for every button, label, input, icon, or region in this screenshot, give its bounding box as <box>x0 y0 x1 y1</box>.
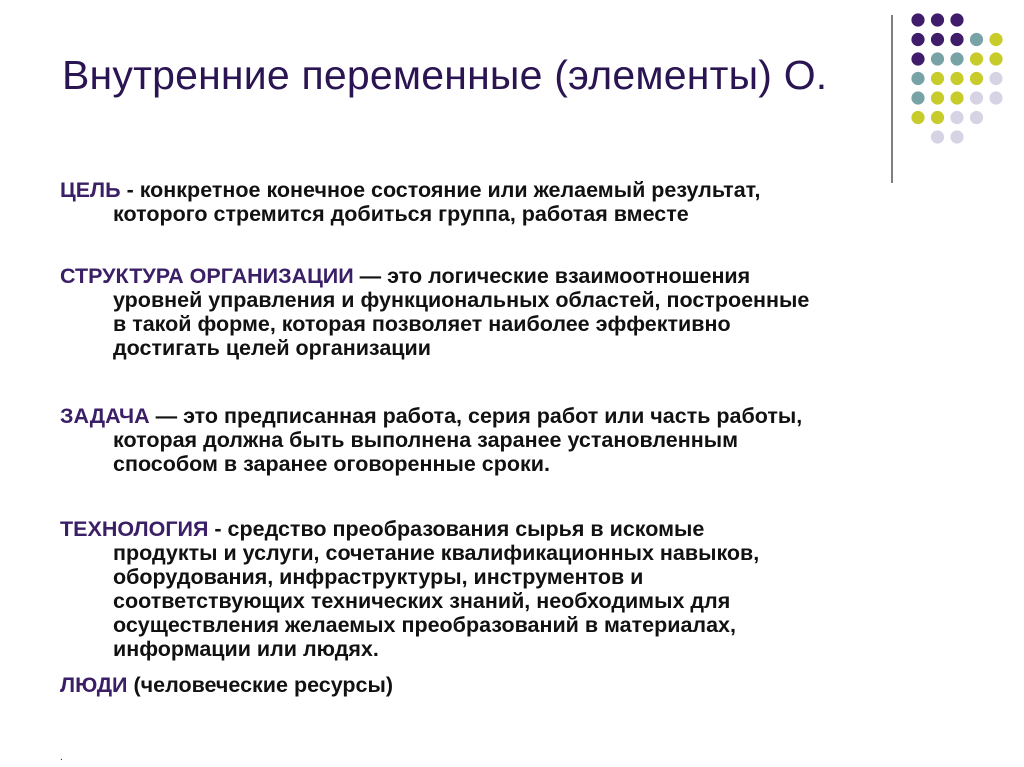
definition-term: ЦЕЛЬ <box>60 178 121 202</box>
definition-term: ЛЮДИ <box>60 673 128 697</box>
decorative-dot <box>911 111 924 124</box>
definition-goal <box>60 178 761 226</box>
decorative-dot <box>970 72 983 85</box>
definition-task <box>60 404 802 476</box>
definition-text: - конкретное конечное состояние или желаемый результат, <box>120 178 761 202</box>
footnote-mark: . <box>60 752 63 763</box>
decorative-dot <box>970 52 983 65</box>
decorative-dot <box>950 52 963 65</box>
decorative-dot <box>931 130 944 143</box>
decorative-dot <box>911 72 924 85</box>
decorative-dot-grid <box>0 0 1024 200</box>
decorative-dot <box>970 91 983 104</box>
definition-text: - средство преобразования сырья в искомые <box>208 517 705 541</box>
decorative-dot <box>931 72 944 85</box>
decorative-dot <box>950 13 963 26</box>
decorative-dot <box>989 33 1002 46</box>
definition-term: СТРУКТУРА ОРГАНИЗАЦИИ <box>60 264 354 288</box>
definition-term: ТЕХНОЛОГИЯ <box>60 517 209 541</box>
title-divider-line <box>891 15 893 183</box>
definition-text: соответствующих технических знаний, необходимых для <box>113 589 731 613</box>
decorative-dot <box>950 130 963 143</box>
decorative-dot <box>989 72 1002 85</box>
decorative-dot <box>950 72 963 85</box>
definition-text: оборудования, инфраструктуры, инструментов и <box>113 565 644 589</box>
definition-technology <box>60 517 759 661</box>
definition-text: осуществления желаемых преобразований в материалах, <box>113 613 736 637</box>
definition-text: способом в заранее оговоренные сроки. <box>113 452 550 476</box>
definition-text: уровней управления и функциональных областей, построенные <box>113 288 810 312</box>
definition-text: — это логические взаимоотношения <box>353 264 751 288</box>
decorative-dot <box>911 13 924 26</box>
definition-text: которого стремится добиться группа, работая вместе <box>113 202 689 226</box>
definition-text: в такой форме, которая позволяет наиболее эффективно <box>113 312 731 336</box>
definition-people <box>60 673 393 697</box>
definition-text: информации или людях. <box>113 637 379 661</box>
definition-text: продукты и услуги, сочетание квалификационных навыков, <box>113 541 760 565</box>
definition-term: ЗАДАЧА <box>60 404 150 428</box>
decorative-dot <box>989 52 1002 65</box>
definition-org-structure <box>60 264 809 360</box>
decorative-dot <box>970 111 983 124</box>
decorative-dot <box>911 91 924 104</box>
decorative-dot <box>950 111 963 124</box>
decorative-dot <box>911 52 924 65</box>
definition-text: достигать целей организации <box>113 336 431 360</box>
decorative-dot <box>911 33 924 46</box>
decorative-dot <box>931 111 944 124</box>
decorative-dot <box>989 91 1002 104</box>
definition-text: которая должна быть выполнена заранее установленным <box>113 428 738 452</box>
decorative-dot <box>950 33 963 46</box>
decorative-dot <box>970 33 983 46</box>
slide-title: Внутренние переменные (элементы) О. <box>62 52 828 98</box>
decorative-dot <box>931 91 944 104</box>
decorative-dot <box>931 13 944 26</box>
decorative-dot <box>950 91 963 104</box>
definition-text: — это предписанная работа, серия работ или часть работы, <box>149 404 803 428</box>
decorative-dot <box>931 33 944 46</box>
definition-text: (человеческие ресурсы) <box>127 673 394 697</box>
decorative-dot <box>931 52 944 65</box>
